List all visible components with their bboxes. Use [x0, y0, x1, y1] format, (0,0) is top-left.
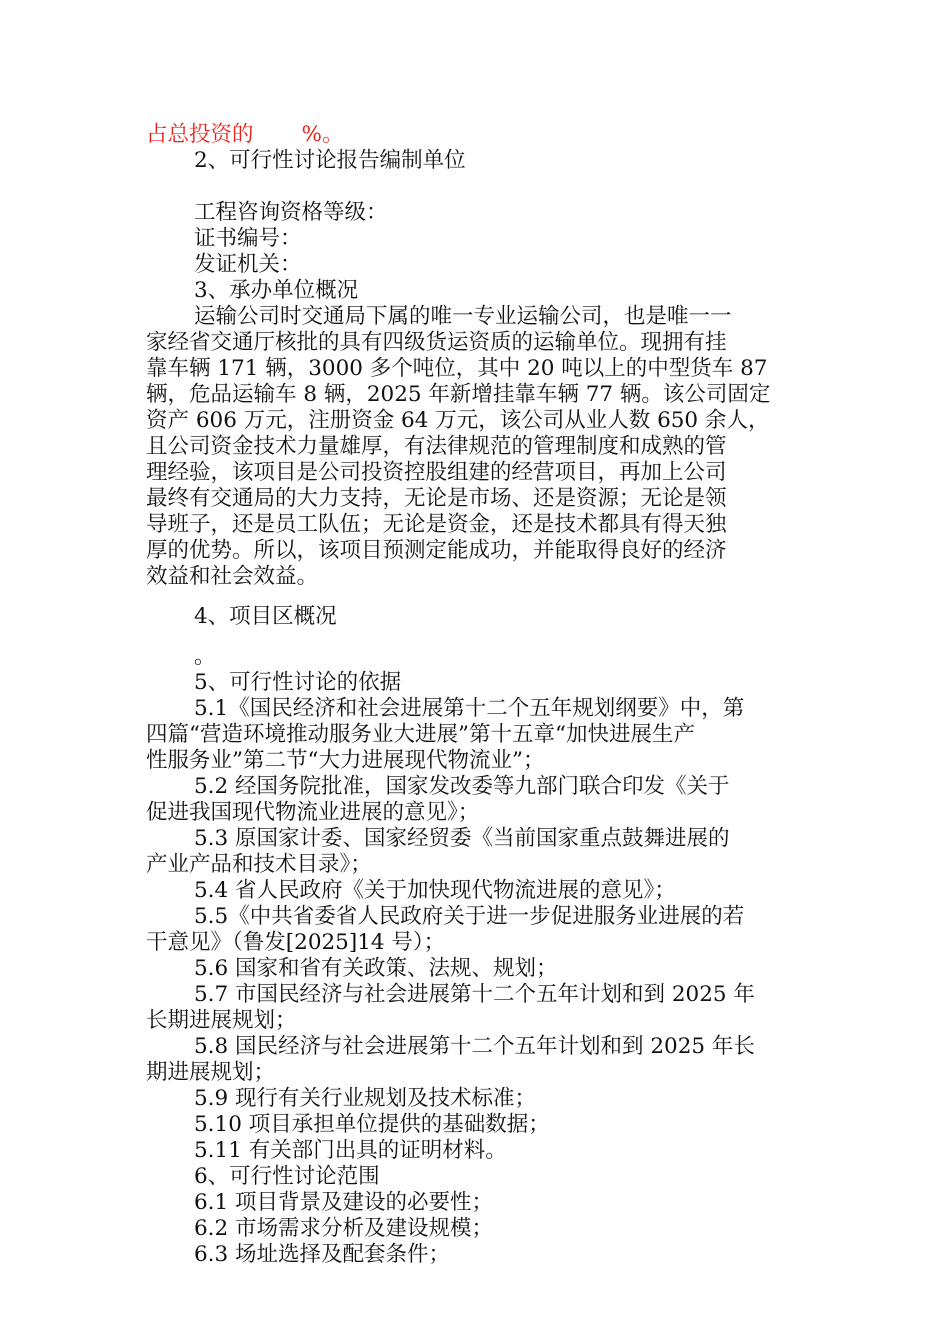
paragraph-line: 运输公司时交通局下属的唯一专业运输公司，也是唯一一 [194, 304, 732, 329]
paragraph-line: 辆，危品运输车 8 辆，2025 年新增挂靠车辆 77 辆。该公司固定 [146, 382, 771, 407]
spacer [146, 630, 810, 644]
basis-item-line: 5.3 原国家计委、国家经贸委《当前国家重点鼓舞进展的 [194, 826, 730, 851]
section-heading-3: 3、承办单位概况 [194, 278, 359, 303]
basis-item-line: 5.5《中共省委省人民政府关于进一步促进服务业进展的若 [194, 904, 745, 929]
investment-share-label: 占总投资的 [146, 122, 254, 147]
basis-item-line: 5.2 经国务院批准，国家发改委等九部门联合印发《关于 [194, 774, 730, 799]
scope-item-line: 6.1 项目背景及建设的必要性； [194, 1190, 494, 1215]
basis-item-line: 5.10 项目承担单位提供的基础数据； [194, 1112, 550, 1137]
scope-item-line: 6.2 市场需求分析及建设规模； [194, 1216, 494, 1241]
scope-item-line: 6.3 场址选择及配套条件； [194, 1242, 451, 1267]
paragraph-line: 家经省交通厅核批的具有四级货运资质的运输单位。现拥有挂 [146, 330, 727, 355]
basis-item-line: 性服务业”第二节“大力进展现代物流业”； [146, 748, 545, 773]
paragraph-line: 理经验，该项目是公司投资控股组建的经营项目，再加上公司 [146, 460, 727, 485]
basis-item-line: 5.1《国民经济和社会进展第十二个五年规划纲要》中，第 [194, 696, 745, 721]
section-heading-5: 5、可行性讨论的依据 [194, 670, 402, 695]
basis-item-line: 期进展规划； [146, 1060, 276, 1085]
spacer [146, 590, 810, 604]
issuing-authority-label: 发证机关： [194, 252, 302, 277]
paragraph-line: 且公司资金技术力量雄厚，有法律规范的管理制度和成熟的管 [146, 434, 727, 459]
basis-item-line: 促进我国现代物流业进展的意见》； [146, 800, 480, 825]
basis-item-line: 5.11 有关部门出具的证明材料。 [194, 1138, 507, 1163]
investment-share-line [146, 122, 810, 148]
basis-item-line: 5.7 市国民经济与社会进展第十二个五年计划和到 2025 年 [194, 982, 755, 1007]
basis-item-line: 5.8 国民经济与社会进展第十二个五年计划和到 2025 年长 [194, 1034, 755, 1059]
paragraph-line: 导班子，还是员工队伍；无论是资金，还是技术都具有得天独 [146, 512, 727, 537]
paragraph-line: 靠车辆 171 辆，3000 多个吨位，其中 20 吨以上的中型货车 87 [146, 356, 768, 381]
basis-item-line: 5.6 国家和省有关政策、法规、规划； [194, 956, 558, 981]
spacer [146, 174, 810, 200]
basis-item-line: 长期进展规划； [146, 1008, 297, 1033]
paragraph-line: 厚的优势。所以，该项目预测定能成功，并能取得良好的经济 [146, 538, 727, 563]
section-heading-4: 4、项目区概况 [194, 604, 337, 629]
section-heading-2: 2、可行性讨论报告编制单位 [194, 148, 466, 173]
basis-item-line: 产业产品和技术目录》； [146, 852, 372, 877]
basis-item-line: 四篇“营造环境推动服务业大进展”第十五章“加快进展生产 [146, 722, 695, 747]
paragraph-line: 最终有交通局的大力支持，无论是市场、还是资源；无论是领 [146, 486, 727, 511]
paragraph-line: 资产 606 万元，注册资金 64 万元，该公司从业人数 650 余人， [146, 408, 770, 433]
qualification-level-label: 工程咨询资格等级： [194, 200, 388, 225]
basis-item-line: 干意见》（鲁发[2025]14 号）； [146, 930, 446, 955]
basis-item-line: 5.9 现行有关行业规划及技术标准； [194, 1086, 537, 1111]
basis-item-line: 5.4 省人民政府《关于加快现代物流进展的意见》； [194, 878, 676, 903]
certificate-number-label: 证书编号： [194, 226, 302, 251]
section-heading-6: 6、可行性讨论范围 [194, 1164, 380, 1189]
paragraph-line: 效益和社会效益。 [146, 564, 319, 589]
document-page [146, 122, 810, 1268]
empty-content-mark: 。 [194, 644, 216, 669]
investment-share-percent: %。 [301, 122, 344, 147]
